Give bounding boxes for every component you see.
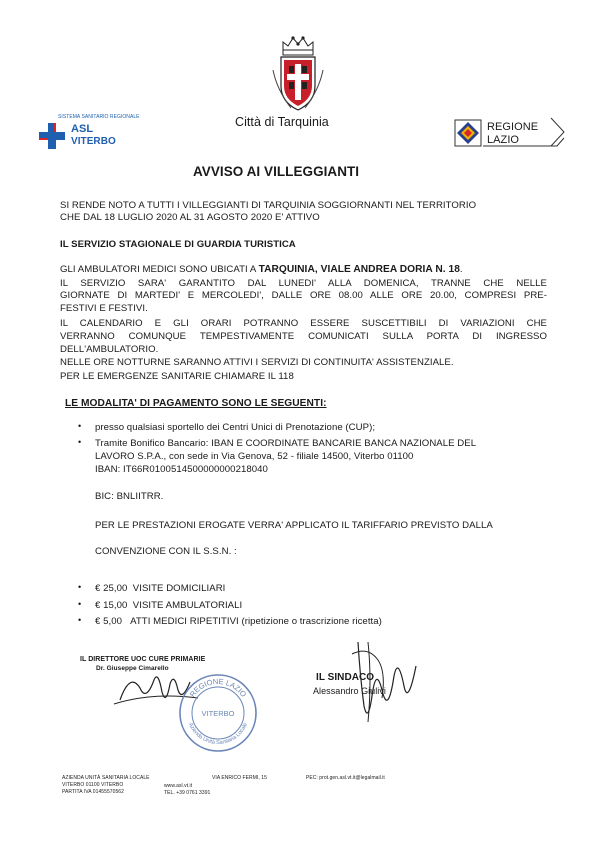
body-line-5: IL CALENDARIO E GLI ORARI POTRANNO ESSERE SUSCETTIBILI DI VARIAZIONI CHE (60, 318, 547, 329)
payment-option-cup: presso qualsiasi sportello dei Centri Unici di Prenotazione (CUP); (95, 422, 376, 433)
director-name: Dr. Giuseppe Cimarello (96, 665, 169, 672)
fee-item: € 15,00 VISITE AMBULATORIALI (95, 600, 243, 611)
intro-line-2: CHE DAL 18 LUGLIO 2020 AL 31 AGOSTO 2020 E' ATTIVO (60, 212, 320, 223)
iban: IBAN: IT66R0100514500000000218040 (95, 464, 268, 475)
tarquinia-crest-icon (271, 30, 325, 114)
asl-stamp-icon (177, 672, 259, 754)
tariff-line-1: PER LE PRESTAZIONI EROGATE VERRA' APPLICATO IL TARIFFARIO PREVISTO DALLA (95, 520, 493, 531)
body-line-8: NELLE ORE NOTTURNE SARANNO ATTIVI I SERVIZI DI CONTINUITA' ASSISTENZIALE. (60, 357, 454, 368)
body-line-1: GLI AMBULATORI MEDICI SONO UBICATI A TARQUINIA, VIALE ANDREA DORIA N. 18. (60, 264, 463, 275)
fee-item: € 25,00 VISITE DOMICILIARI (95, 583, 226, 594)
footer-org: AZIENDA UNITÀ SANITARIA LOCALE (62, 775, 150, 781)
intro-line-1: SI RENDE NOTO A TUTTI I VILLEGGIANTI DI TARQUINIA SOGGIORNANTI NEL TERRITORIO (60, 200, 477, 211)
fee-item: € 5,00 ATTI MEDICI RIPETITIVI (ripetizione o trascrizione ricetta) (95, 616, 382, 627)
bullet-icon: • (78, 615, 82, 625)
mayor-signature-icon (338, 636, 422, 728)
bic: BIC: BNLIITRR. (95, 491, 164, 502)
health-cross-icon (39, 123, 65, 149)
asl-label: ASL (71, 123, 94, 135)
payment-heading: LE MODALITA' DI PAGAMENTO SONO LE SEGUENTI: (65, 398, 327, 409)
asl-caption: SISTEMA SANITARIO REGIONALE (58, 114, 140, 120)
bullet-icon: • (78, 437, 82, 447)
footer-piva: PARTITA IVA 01455570562 (62, 789, 124, 795)
bullet-icon: • (78, 421, 82, 431)
bullet-icon: • (78, 599, 82, 609)
body-line-3: GIORNATE DI MARTEDI' E MERCOLEDI', DALLE ORE 08.00 ALLE ORE 20.00, COMPRESI PRE- (60, 290, 547, 301)
asl-viterbo-label: VITERBO (71, 136, 116, 147)
body-line-2: IL SERVIZIO SARA' GARANTITO DAL LUNEDI' ALLA DOMENICA, TRANNE CHE NELLE (60, 278, 547, 289)
mayor-title: IL SINDACO (316, 672, 375, 683)
bullet-icon: • (78, 582, 82, 592)
body-line-6: VERRANNO COMUNQUE TEMPESTIVAMENTE COMUNICATI SULLA PORTA DI INGRESSO (60, 331, 547, 342)
mayor-name: Alessandro Giulivi (313, 686, 386, 696)
lazio-label: LAZIO (487, 134, 520, 146)
footer-web: www.asl.vt.it (164, 783, 193, 789)
footer-pec: PEC: prot.gen.asl.vt.it@legalmail.it (306, 775, 385, 781)
body-line-9: PER LE EMERGENZE SANITARIE CHIAMARE IL 118 (60, 371, 294, 382)
city-name: Città di Tarquinia (235, 115, 329, 129)
stamp-center-text: VITERBO (201, 709, 235, 718)
body-line-4: FESTIVI E FESTIVI. (60, 303, 148, 314)
stamp-top-text: REGIONE LAZIO (187, 676, 249, 699)
payment-option-bank-line-2: LAVORO S.P.A., con sede in Via Genova, 52 - filiale 14500, Viterbo 01100 (95, 451, 414, 462)
page-title: AVVISO AI VILLEGGIANTI (193, 164, 360, 179)
footer-address: VIA ENRICO FERMI, 15 (212, 775, 267, 781)
payment-option-bank-line-1: Tramite Bonifico Bancario: IBAN E COORDINATE BANCARIE BANCA NAZIONALE DEL (95, 438, 477, 449)
tariff-line-2: CONVENZIONE CON IL S.S.N. : (95, 546, 237, 557)
service-heading: IL SERVIZIO STAGIONALE DI GUARDIA TURISTICA (60, 239, 296, 250)
regione-label: REGIONE (487, 121, 539, 133)
director-title: IL DIRETTORE UOC CURE PRIMARIE (80, 656, 206, 663)
footer-tel: TEL. +39 0761 3391 (164, 790, 211, 796)
body-line-7: DELL'AMBULATORIO. (60, 344, 159, 355)
footer-city: VITERBO 01100 VITERBO (62, 782, 124, 788)
stamp-bottom-text: Azienda Unità Sanitaria Locale (187, 722, 249, 747)
